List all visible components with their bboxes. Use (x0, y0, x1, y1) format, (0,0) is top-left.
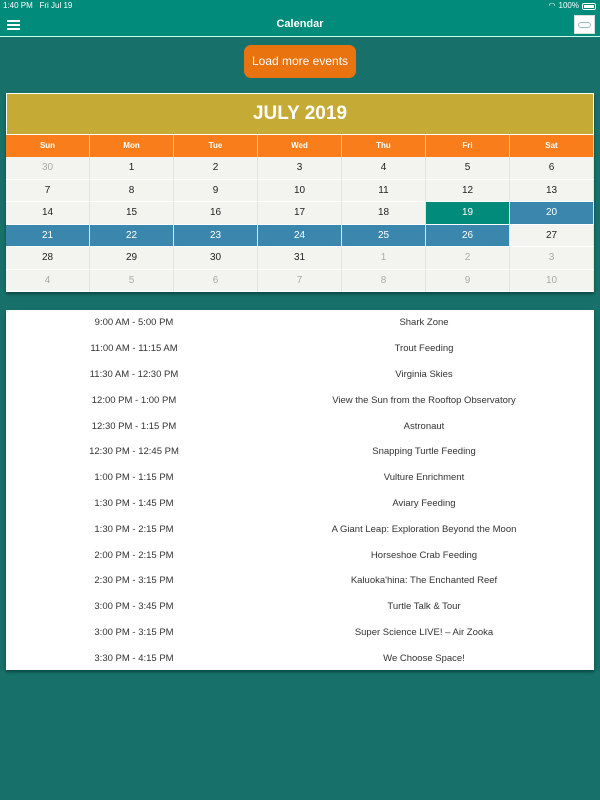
calendar-day[interactable]: 19 (426, 202, 510, 225)
weekday-header: Sat (510, 135, 594, 157)
event-row[interactable] (6, 568, 594, 594)
calendar-day[interactable]: 30 (6, 157, 90, 180)
event-name: Horseshoe Crab Feeding (370, 549, 478, 561)
calendar-day[interactable]: 11 (342, 180, 426, 203)
event-row[interactable] (6, 465, 594, 491)
calendar-day[interactable]: 21 (6, 225, 90, 248)
event-name: Vulture Enrichment (383, 472, 465, 484)
status-time: 1:40 PM (3, 1, 33, 10)
calendar-day[interactable]: 27 (510, 225, 594, 248)
event-time: 11:00 AM - 11:15 AM (90, 343, 178, 355)
event-name: Virginia Skies (395, 368, 453, 380)
event-name: A Giant Leap: Exploration Beyond the Moon (331, 523, 517, 535)
page-title: Calendar (276, 18, 324, 30)
weekday-header: Thu (342, 135, 426, 157)
calendar-day[interactable]: 25 (342, 225, 426, 248)
event-list (6, 310, 594, 670)
event-name: View the Sun from the Rooftop Observatory (332, 394, 516, 406)
calendar-day[interactable]: 2 (426, 247, 510, 270)
calendar-day[interactable]: 5 (426, 157, 510, 180)
calendar-day[interactable]: 28 (6, 247, 90, 270)
status-time-date (3, 0, 72, 12)
event-row[interactable] (6, 336, 594, 362)
event-name: Shark Zone (399, 317, 449, 329)
calendar-day[interactable]: 24 (258, 225, 342, 248)
weekday-header: Mon (90, 135, 174, 157)
calendar-day[interactable]: 20 (510, 202, 594, 225)
weekday-header: Sun (6, 135, 90, 157)
calendar-grid (6, 135, 594, 292)
weekday-header: Tue (174, 135, 258, 157)
event-row[interactable] (6, 645, 594, 671)
event-row[interactable] (6, 491, 594, 517)
calendar-day[interactable]: 18 (342, 202, 426, 225)
logo-icon[interactable] (574, 15, 595, 34)
event-name: Super Science LIVE! – Air Zooka (354, 626, 494, 638)
calendar-day[interactable]: 26 (426, 225, 510, 248)
event-row[interactable] (6, 439, 594, 465)
calendar-day[interactable]: 1 (342, 247, 426, 270)
event-row[interactable] (6, 542, 594, 568)
calendar-day[interactable]: 12 (426, 180, 510, 203)
event-row[interactable] (6, 362, 594, 388)
wifi-icon: ◠ (548, 1, 556, 10)
calendar-day[interactable]: 22 (90, 225, 174, 248)
event-time: 1:30 PM - 1:45 PM (94, 497, 174, 509)
event-time: 9:00 AM - 5:00 PM (94, 317, 174, 329)
event-name: Turtle Talk & Tour (387, 601, 461, 613)
status-right (549, 0, 596, 12)
event-row[interactable] (6, 413, 594, 439)
battery-percent: 100% (558, 1, 579, 10)
calendar-day[interactable]: 9 (426, 270, 510, 293)
calendar-day[interactable]: 10 (510, 270, 594, 293)
event-time: 3:30 PM - 4:15 PM (94, 652, 174, 664)
calendar-day[interactable]: 2 (174, 157, 258, 180)
calendar-day[interactable]: 16 (174, 202, 258, 225)
calendar-day[interactable]: 6 (510, 157, 594, 180)
calendar-day[interactable]: 1 (90, 157, 174, 180)
event-name: Kaluoka'hina: The Enchanted Reef (350, 575, 498, 587)
calendar-day[interactable]: 3 (258, 157, 342, 180)
event-time: 12:00 PM - 1:00 PM (91, 394, 177, 406)
event-row[interactable] (6, 620, 594, 646)
event-time: 2:30 PM - 3:15 PM (94, 575, 174, 587)
calendar-day[interactable]: 4 (342, 157, 426, 180)
calendar-day[interactable]: 29 (90, 247, 174, 270)
calendar-day[interactable]: 10 (258, 180, 342, 203)
calendar-day[interactable]: 13 (510, 180, 594, 203)
status-bar (0, 0, 600, 12)
calendar-day[interactable]: 8 (342, 270, 426, 293)
weekday-header: Fri (426, 135, 510, 157)
event-name: Snapping Turtle Feeding (372, 446, 476, 458)
event-time: 12:30 PM - 12:45 PM (89, 446, 179, 458)
status-date: Fri Jul 19 (39, 1, 73, 10)
calendar-day[interactable]: 4 (6, 270, 90, 293)
calendar-day[interactable]: 7 (6, 180, 90, 203)
weekday-header: Wed (258, 135, 342, 157)
event-name: Aviary Feeding (392, 497, 456, 509)
event-time: 1:00 PM - 1:15 PM (94, 472, 174, 484)
calendar-day[interactable]: 7 (258, 270, 342, 293)
event-name: Astronaut (403, 420, 445, 432)
event-row[interactable] (6, 387, 594, 413)
nav-bar (0, 12, 600, 37)
event-row[interactable] (6, 310, 594, 336)
load-more-events-button[interactable]: Load more events (244, 45, 356, 78)
event-row[interactable] (6, 516, 594, 542)
event-time: 3:00 PM - 3:45 PM (94, 601, 174, 613)
calendar-day[interactable]: 6 (174, 270, 258, 293)
calendar-day[interactable]: 5 (90, 270, 174, 293)
battery-icon (582, 3, 596, 10)
calendar-day[interactable]: 30 (174, 247, 258, 270)
event-time: 12:30 PM - 1:15 PM (91, 420, 177, 432)
calendar-day[interactable]: 31 (258, 247, 342, 270)
event-time: 11:30 AM - 12:30 PM (89, 368, 179, 380)
event-time: 2:00 PM - 2:15 PM (94, 549, 174, 561)
event-name: We Choose Space! (383, 652, 465, 664)
calendar-day[interactable]: 8 (90, 180, 174, 203)
event-row[interactable] (6, 594, 594, 620)
calendar (6, 93, 594, 292)
calendar-day[interactable]: 17 (258, 202, 342, 225)
event-name: Trout Feeding (394, 343, 454, 355)
calendar-day[interactable]: 23 (174, 225, 258, 248)
event-time: 1:30 PM - 2:15 PM (94, 523, 174, 535)
calendar-day[interactable]: 3 (510, 247, 594, 270)
calendar-day[interactable]: 9 (174, 180, 258, 203)
event-time: 3:00 PM - 3:15 PM (94, 626, 174, 638)
calendar-day[interactable]: 15 (90, 202, 174, 225)
calendar-month-title: JULY 2019 (6, 93, 594, 135)
calendar-day[interactable]: 14 (6, 202, 90, 225)
